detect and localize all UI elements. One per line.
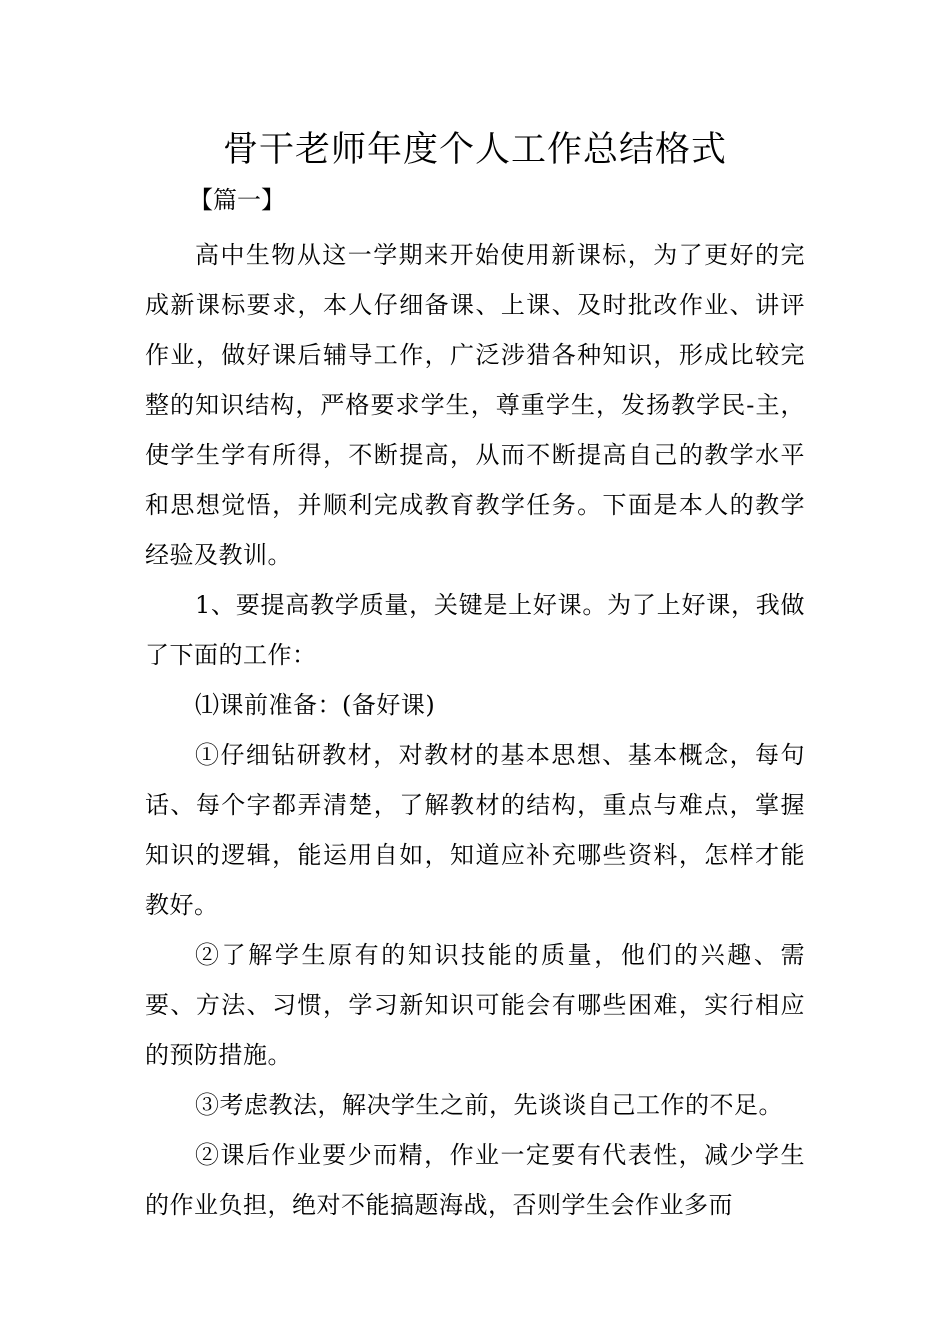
- paragraph-item-2: ②了解学生原有的知识技能的质量，他们的兴趣、需要、方法、习惯，学习新知识可能会有哪些困难，实行相应的预防措施。: [145, 941, 805, 1069]
- section-label: 【篇一】: [189, 186, 285, 214]
- paragraph-point-1: 1、要提高教学质量，关键是上好课。为了上好课，我做了下面的工作：: [145, 591, 805, 669]
- paragraph-item-3: ③考虑教法，解决学生之前，先谈谈自己工作的不足。: [195, 1091, 783, 1119]
- document-title: 骨干老师年度个人工作总结格式: [222, 130, 727, 170]
- paragraph-preparation: ⑴课前准备：(备好课): [195, 691, 436, 719]
- paragraph-homework: ②课后作业要少而精，作业一定要有代表性，减少学生的作业负担，绝对不能搞题海战，否则学生会作业多而: [145, 1141, 805, 1219]
- paragraph-intro: 高中生物从这一学期来开始使用新课标，为了更好的完成新课标要求，本人仔细备课、上课、及时批改作业、讲评作业，做好课后辅导工作，广泛涉猎各种知识，形成比较完整的知识结构，严格要求学生，尊重学生，发扬教学民-主，使学生学有所得，不断提高，从而不断提高自己的教学水平和思想觉悟，并顺利完成教育教学任务。下面是本人的教学经验及教训。: [145, 241, 805, 569]
- paragraph-item-1: ①仔细钻研教材，对教材的基本思想、基本概念，每句话、每个字都弄清楚，了解教材的结构，重点与难点，掌握知识的逻辑，能运用自如，知道应补充哪些资料，怎样才能教好。: [145, 741, 805, 919]
- document-page: [145, 120, 805, 1230]
